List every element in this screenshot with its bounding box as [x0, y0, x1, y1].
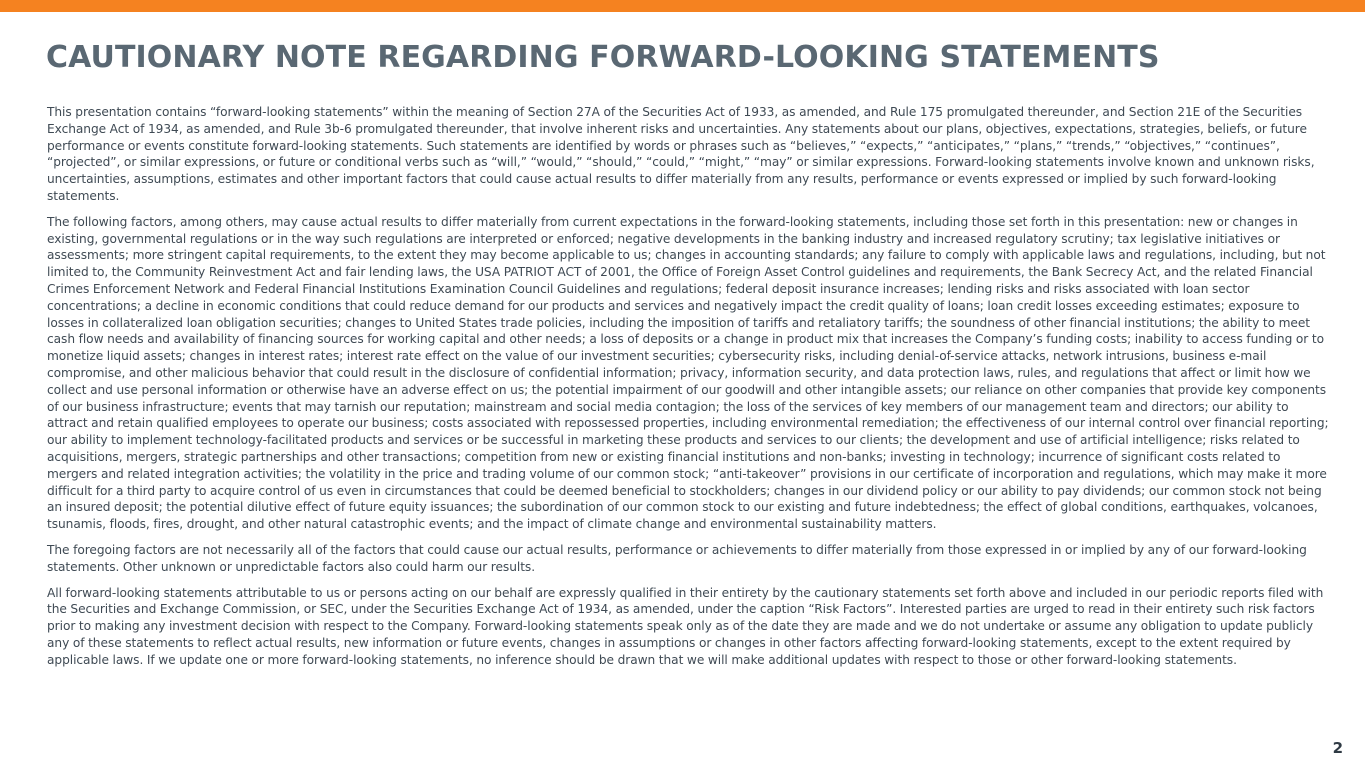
paragraph-qualification: All forward-looking statements attributable to us or persons acting on our behalf are expressly qualified in their entirety by the cautionary statements set forth above and included in our periodic reports filed with the Securities and Exchange Commission, or SEC, under the Securities Exchange Act of 1934, as amended, under the caption “Risk Factors”. Interested parties are urged to read in their entirety such risk factors prior to making any investment decision with respect to the Company. Forward-looking statements speak only as of the date they are made and we do not undertake or assume any obligation to update publicly any of these statements to reflect actual results, new information or future events, changes in assumptions or changes in other factors affecting forward-looking statements, except to the extent required by applicable laws. If we update one or more forward-looking statements, no inference should be drawn that we will make additional updates with respect to those or other forward-looking statements.: [47, 585, 1324, 667]
body-text: [47, 104, 1331, 678]
paragraph-foregoing-factors: The foregoing factors are not necessarily all of the factors that could cause our actual results, performance or achievements to differ materially from those expressed in or implied by any of our forward-looking statements. Other unknown or unpredictable factors also could harm our results.: [47, 542, 1307, 574]
paragraph-risk-factors: The following factors, among others, may cause actual results to differ materially from current expectations in the forward-looking statements, including those set forth in this presentation: new or changes in existing, governmental regulations or in the way such regulations are interpreted or enforced; negative developments in the banking industry and increased regulatory scrutiny; tax legislative initiatives or assessments; more stringent capital requirements, to the extent they may become applicable to us; changes in accounting standards; any failure to comply with applicable laws and regulations, including, but not limited to, the Community Reinvestment Act and fair lending laws, the USA PATRIOT ACT of 2001, the Office of Foreign Asset Control guidelines and requirements, the Bank Secrecy Act, and the related Financial Crimes Enforcement Network and Federal Financial Institutions Examination Council Guidelines and regulations; federal deposit insurance increases; lending risks and risks associated with loan sector concentrations; a decline in economic conditions that could reduce demand for our products and services and negatively impact the credit quality of loans; loan credit losses exceeding estimates; exposure to losses in collateralized loan obligation securities; changes to United States trade policies, including the imposition of tariffs and retaliatory tariffs; the soundness of other financial institutions; the ability to meet cash flow needs and availability of financing sources for working capital and other needs; a loss of deposits or a change in product mix that increases the Company’s funding costs; inability to access funding or to monetize liquid assets; changes in interest rates; interest rate effect on the value of our investment securities; cybersecurity risks, including denial-of-service attacks, network intrusions, business e-mail compromise, and other malicious behavior that could result in the disclosure of confidential information; privacy, information security, and data protection laws, rules, and regulations that affect or limit how we collect and use personal information or otherwise have an adverse effect on us; the potential impairment of our goodwill and other intangible assets; our reliance on other companies that provide key components of our business infrastructure; events that may tarnish our reputation; mainstream and social media contagion; the loss of the services of key members of our management team and directors; our ability to attract and retain qualified employees to operate our business; costs associated with repossessed properties, including environmental remediation; the effectiveness of our internal control over financial reporting; our ability to implement technology-facilitated products and services or be successful in marketing these products and services to our clients; the development and use of artificial intelligence; risks related to acquisitions, mergers, strategic partnerships and other transactions; competition from new or existing financial institutions and non-banks; investing in technology; incurrence of significant costs related to mergers and related integration activities; the volatility in the price and trading volume of our common stock; “anti-takeover” provisions in our certificate of incorporation and regulations, which may make it more difficult for a third party to acquire control of us even in circumstances that could be deemed beneficial to stockholders; changes in our dividend policy or our ability to pay dividends; our common stock not being an insured deposit; the potential dilutive effect of future equity issuances; the subordination of our common stock to our existing and future indebtedness; the effect of global conditions, earthquakes, volcanoes, tsunamis, floods, fires, drought, and other natural catastrophic events; and the impact of climate change and environmental sustainability matters.: [47, 214, 1329, 532]
page-title: CAUTIONARY NOTE REGARDING FORWARD-LOOKING STATEMENTS: [46, 40, 1160, 75]
page-number: 2: [1332, 739, 1343, 757]
accent-bar: [0, 0, 1365, 12]
paragraph-intro: This presentation contains “forward-looking statements” within the meaning of Section 27A of the Securities Act of 1933, as amended, and Rule 175 promulgated thereunder, and Section 21E of the Securities Exchange Act of 1934, as amended, and Rule 3b-6 promulgated thereunder, that involve inherent risks and uncertainties. Any statements about our plans, objectives, expectations, strategies, beliefs, or future performance or events constitute forward-looking statements. Such statements are identified by words or phrases such as “believes,” “expects,” “anticipates,” “plans,” “trends,” “objectives,” “continues”, “projected”, or similar expressions, or future or conditional verbs such as “will,” “would,” “should,” “could,” “might,” “may” or similar expressions. Forward-looking statements involve known and unknown risks, uncertainties, assumptions, estimates and other important factors that could cause actual results to differ materially from any results, performance or events expressed or implied by such forward-looking statements.: [47, 105, 1315, 203]
